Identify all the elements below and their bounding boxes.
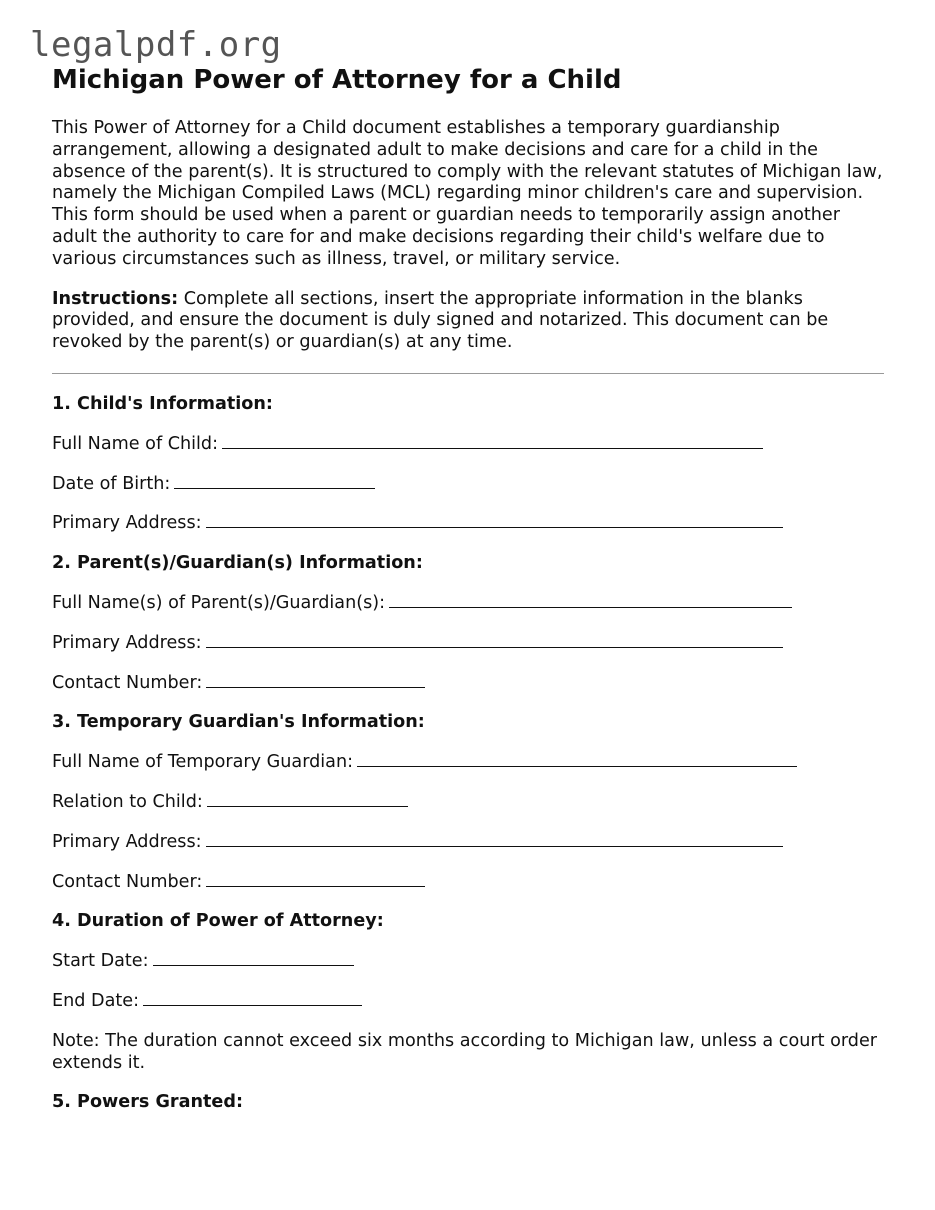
duration-note: Note: The duration cannot exceed six months according to Michigan law, unless a court order extends it. bbox=[52, 1030, 878, 1073]
document-page bbox=[52, 62, 884, 1132]
child-address-field bbox=[52, 513, 884, 535]
child-full-name-field bbox=[52, 434, 884, 456]
instructions-text: Complete all sections, insert the appropriate information in the blanks provided, and ensure the document is duly signed and notarized. This document can be revoked by the parent(s) or guardian(s) at any time. bbox=[52, 288, 829, 353]
instructions-label: Instructions: bbox=[52, 288, 179, 309]
child-dob-field bbox=[52, 474, 884, 496]
parent-full-name-label: Full Name(s) of Parent(s)/Guardian(s): bbox=[52, 592, 386, 613]
guardian-contact-blank[interactable] bbox=[206, 872, 425, 887]
start-date-label: Start Date: bbox=[52, 951, 149, 972]
intro-paragraph: This Power of Attorney for a Child document establishes a temporary guardianship arrangement, allowing a designated adult to make decisions and care for a child in the absence of the parent(s). It is structured to comply with the relevant statutes of Michigan law, namely the Michigan Compiled Laws (MCL) regarding minor children's care and supervision. This form should be used when a parent or guardian needs to temporarily assign another adult the authority to care for and make decisions regarding their child's welfare due to various circumstances such as illness, travel, or military service. bbox=[52, 118, 883, 269]
guardian-full-name-blank[interactable] bbox=[357, 752, 797, 767]
parent-contact-field bbox=[52, 673, 884, 695]
guardian-relation-field bbox=[52, 792, 884, 814]
parent-full-name-blank[interactable] bbox=[389, 593, 792, 608]
document-title: Michigan Power of Attorney for a Child bbox=[52, 65, 622, 95]
end-date-field bbox=[52, 991, 884, 1013]
section-powers-title: 5. Powers Granted: bbox=[52, 1092, 243, 1113]
end-date-blank[interactable] bbox=[143, 991, 362, 1006]
child-dob-label: Date of Birth: bbox=[52, 473, 171, 494]
child-full-name-label: Full Name of Child: bbox=[52, 433, 219, 454]
guardian-address-blank[interactable] bbox=[206, 832, 783, 847]
section-parent-title: 2. Parent(s)/Guardian(s) Information: bbox=[52, 553, 423, 574]
section-guardian-title: 3. Temporary Guardian's Information: bbox=[52, 712, 425, 733]
divider bbox=[52, 373, 884, 374]
guardian-contact-field bbox=[52, 872, 884, 894]
section-duration-title: 4. Duration of Power of Attorney: bbox=[52, 911, 384, 932]
guardian-full-name-label: Full Name of Temporary Guardian: bbox=[52, 752, 354, 773]
child-address-label: Primary Address: bbox=[52, 513, 202, 534]
instructions-paragraph bbox=[52, 289, 884, 354]
guardian-full-name-field bbox=[52, 752, 884, 774]
child-address-blank[interactable] bbox=[206, 513, 783, 528]
parent-address-blank[interactable] bbox=[206, 633, 783, 648]
child-dob-blank[interactable] bbox=[174, 474, 375, 489]
guardian-address-label: Primary Address: bbox=[52, 831, 202, 852]
guardian-contact-label: Contact Number: bbox=[52, 871, 203, 892]
parent-address-label: Primary Address: bbox=[52, 632, 202, 653]
parent-address-field bbox=[52, 633, 884, 655]
parent-contact-blank[interactable] bbox=[206, 673, 425, 688]
guardian-relation-label: Relation to Child: bbox=[52, 791, 203, 812]
start-date-blank[interactable] bbox=[153, 951, 354, 966]
start-date-field bbox=[52, 951, 884, 973]
end-date-label: End Date: bbox=[52, 990, 140, 1011]
section-child-title: 1. Child's Information: bbox=[52, 393, 273, 414]
guardian-address-field bbox=[52, 832, 884, 854]
watermark: legalpdf.org bbox=[30, 25, 282, 65]
parent-full-name-field bbox=[52, 593, 884, 615]
child-full-name-blank[interactable] bbox=[222, 434, 763, 449]
guardian-relation-blank[interactable] bbox=[207, 792, 408, 807]
parent-contact-label: Contact Number: bbox=[52, 672, 203, 693]
